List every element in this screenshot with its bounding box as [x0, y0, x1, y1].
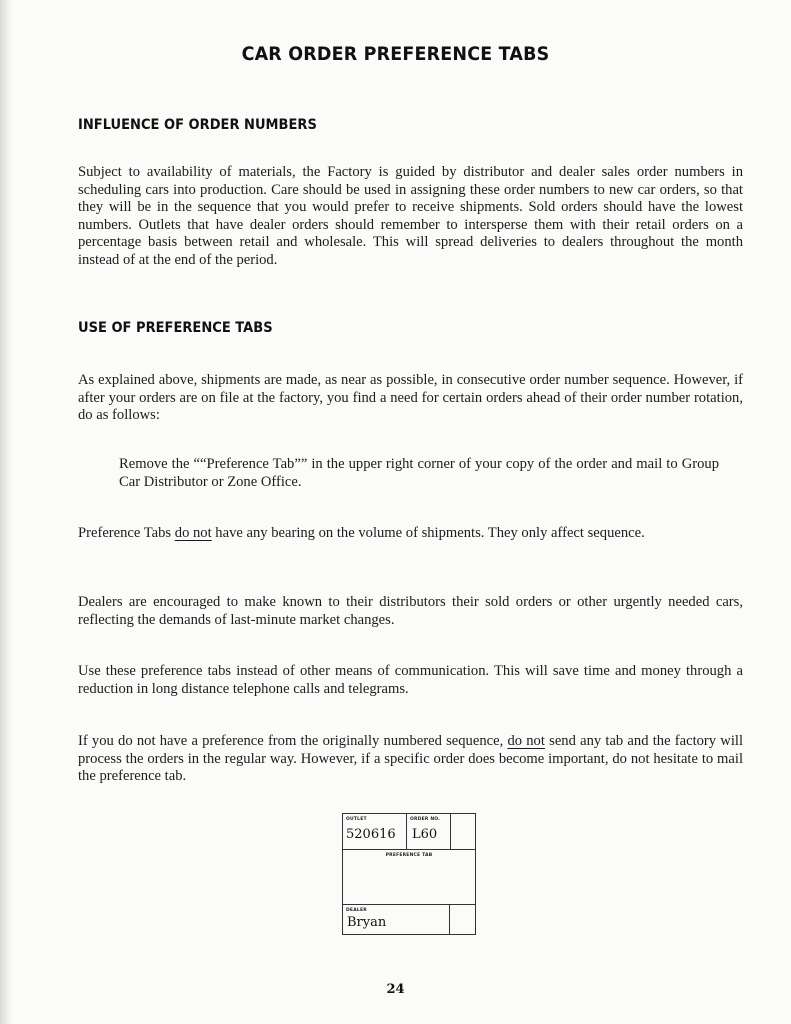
blank-cell: [451, 814, 475, 849]
order-no-label: ORDER NO.: [410, 817, 441, 822]
page-number: 24: [386, 982, 405, 997]
paragraph-use: Use these preference tabs instead of other means of communication. This will save time and money through a reduction in long distance telephone calls and telegrams.: [78, 663, 743, 697]
section-heading-influence: INFLUENCE OF ORDER NUMBERS: [78, 117, 317, 133]
form-dealer-row: [343, 904, 475, 934]
dealer-value: Bryan: [347, 915, 387, 930]
page-title: CAR ORDER PREFERENCE TABS: [241, 43, 550, 65]
text-run: have any bearing on the volume of shipments. They only affect sequence.: [211, 525, 645, 541]
text-run: send any tab and the factory will process the orders in the regular way. However, if a specific order does become important, do not hesitate to mail the preference tab.: [78, 733, 744, 784]
dealer-cell: [343, 905, 450, 934]
preference-tab-form: [342, 813, 476, 935]
outlet-label: OUTLET: [346, 817, 367, 822]
outlet-value: 520616: [346, 827, 396, 842]
paragraph-if-not: [78, 733, 743, 786]
paragraph-intro: As explained above, shipments are made, as near as possible, in consecutive order number sequence. However, if after your orders are on file at the factory, you find a need for certain orders ahead of their order number rotation, do as follows:: [78, 372, 743, 423]
paragraph-dealers: Dealers are encouraged to make known to their distributors their sold orders or other urgently needed cars, reflecting the demands of last-minute market changes.: [78, 594, 743, 628]
paragraph-instruction: Remove the ““Preference Tab”” in the upper right corner of your copy of the order and mail to Group Car Distributor or Zone Office.: [119, 456, 719, 490]
outlet-cell: [343, 814, 407, 849]
order-no-value: L60: [412, 827, 438, 842]
text-run: If you do not have a preference from the originally numbered sequence,: [78, 733, 508, 749]
emphasis-underline: do not: [507, 733, 545, 749]
emphasis-underline: do not: [174, 525, 212, 541]
text-run: Preference Tabs: [78, 525, 175, 541]
dealer-blank-cell: [450, 905, 475, 934]
paragraph-influence: Subject to availability of materials, the Factory is guided by distributor and dealer sales order numbers in scheduling cars into production. Care should be used in assigning these order numbers to new car orders, so that they will be in the sequence that you would prefer to receive shipments. Sold orders should have the lowest numbers. Outlets that have dealer orders should remember to intersperse them with their retail orders on a percentage basis between retail and wholesale. This will spread deliveries to dealers throughout the month instead of at the end of the period.: [78, 164, 743, 268]
form-top-row: [343, 814, 475, 850]
section-heading-use: USE OF PREFERENCE TABS: [78, 320, 273, 336]
preference-tab-label: PREFERENCE TAB: [385, 853, 433, 858]
dealer-label: DEALER: [346, 908, 367, 913]
order-no-cell: [407, 814, 451, 849]
page-binding-edge: [0, 0, 12, 1024]
paragraph-bearing: [78, 525, 743, 543]
